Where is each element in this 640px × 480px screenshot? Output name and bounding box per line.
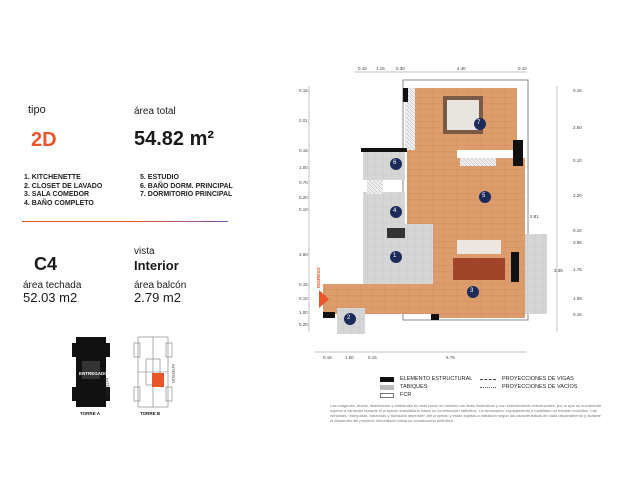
legend-vigas: PROYECCIONES DE VIGAS [502,376,574,382]
dim-right: 0.15 [573,88,582,93]
unit-highlight [152,373,164,387]
dim-left: 1.00 [299,310,308,315]
dim-misc: 2.81 [530,214,539,219]
area-total-label: área total [134,106,176,117]
entrance-label: INGRESO [316,267,321,288]
legend-estructural: ELEMENTO ESTRUCTURAL [400,376,473,382]
rug [453,258,505,280]
dim-top: 0.15 [358,66,367,71]
dim-right: 3.85 [573,240,582,245]
interior-label-2: INTERIOR [171,364,176,384]
dim-bottom: 0.15 [368,355,377,360]
dim-right: 0.10 [573,228,582,233]
room-estudio [457,158,525,228]
room-number-3: 3 [470,288,474,294]
dim-left: 0.15 [299,148,308,153]
area-balcon-label: área balcón [134,280,187,291]
dim-left: 0.20 [299,322,308,327]
disclaimer: Las imágenes, textos, distribución y ambientes en este plano se brindan con fines ilustrativos y son estrictamente referenciales, por lo que se encuentran sujetos a variación durante el proyecto inmobiliario hasta su construcción definitiva. La decoración, equipamiento y mobiliario no estarán incluidos. Las ventanas, mamparas, barandas y fachadas dependen del proyecto y están sujetas a variación según las características de cada departamento y durante el desarrollo del proyecto inmobiliario hasta su construcción definitiva. [330,403,602,423]
dim-bottom: 0.15 [323,355,332,360]
room-item: 5. ESTUDIO [140,174,179,181]
torre-a-label: TORRE A [80,411,101,416]
area-total-value: 54.82 m² [134,128,215,150]
room-item: 4. BAÑO COMPLETO [24,199,94,207]
dim-top: 0.30 [396,66,405,71]
dim-right: 1.59 [573,296,582,301]
key-plan [68,333,188,423]
interior-label-1: INTERIOR [105,378,110,398]
entregado-label: ENTREGADO [79,371,108,376]
room-item: 7. DORMITORIO PRINCIPAL [140,191,233,198]
area-techada-label: área techada [23,280,82,291]
area-balcon-value: 2.79 m2 [134,290,181,305]
dim-left: 2.01 [299,118,308,123]
dim-right: 2.20 [573,193,582,198]
dim-left: 0.20 [299,195,308,200]
legend-swatch-vigas [480,379,496,380]
room-number-5: 5 [482,193,486,199]
room-item: 2. CLOSET DE LAVADO [24,182,103,190]
legend-tabiques: TABIQUES [400,384,428,390]
dim-bottom: 5.75 [446,355,455,360]
room-item: 6. BAÑO DORM. PRINCIPAL [140,182,233,190]
floor-plan [295,62,615,362]
legend-swatch-tabiques [380,385,394,390]
tipo-value: 2D [31,129,57,151]
dim-left: 0.10 [299,207,308,212]
dim-left: 2.60 [299,252,308,257]
balcony [525,234,547,314]
room-item: 1. KITCHENETTE [24,174,81,181]
dim-top: 4.30 [457,66,466,71]
room-list-right [140,174,233,200]
room-item: 3. SALA COMEDOR [24,191,90,198]
room-number-2: 2 [347,315,351,321]
estudio-closet [460,158,496,166]
legend-swatch-vacios [480,387,496,388]
dim-right: 0.15 [573,312,582,317]
legend-vacios: PROYECCIONES DE VACÍOS [502,384,578,390]
shaft [367,180,383,194]
dim-right: 1.76 [573,267,582,272]
vista-value: Interior [134,258,179,273]
dim-misc: 3.35 [554,268,563,273]
dim-left: 0.15 [299,88,308,93]
area-techada-value: 52.03 m2 [23,290,78,305]
dim-bottom: 1.50 [345,355,354,360]
room-number-4: 4 [393,208,397,214]
sofa [457,240,501,254]
tipo-label: tipo [28,104,46,116]
dim-top: 1.15 [376,66,385,71]
torre-b-building [134,337,172,407]
legend-fcr: FCR [400,392,412,398]
legend-swatch-fcr [380,393,394,398]
unit-code: C4 [34,254,58,274]
room-number-7: 7 [477,120,481,126]
dim-left: 0.15 [299,282,308,287]
torre-b-label: TORRE B [140,411,161,416]
dim-right: 2.50 [573,125,582,130]
cooktop [387,228,405,238]
dim-left: 0.10 [299,296,308,301]
dim-left: 0.70 [299,180,308,185]
legend-swatch-estructural [380,377,394,382]
vista-label: vista [134,246,155,257]
dim-left: 1.00 [299,165,308,170]
room-list-left [24,174,102,208]
hallway [407,150,457,228]
dim-right: 0.10 [573,158,582,163]
room-number-1: 1 [393,253,397,259]
section-divider [22,221,228,222]
dim-top: 0.10 [518,66,527,71]
room-number-6: 6 [393,160,397,166]
